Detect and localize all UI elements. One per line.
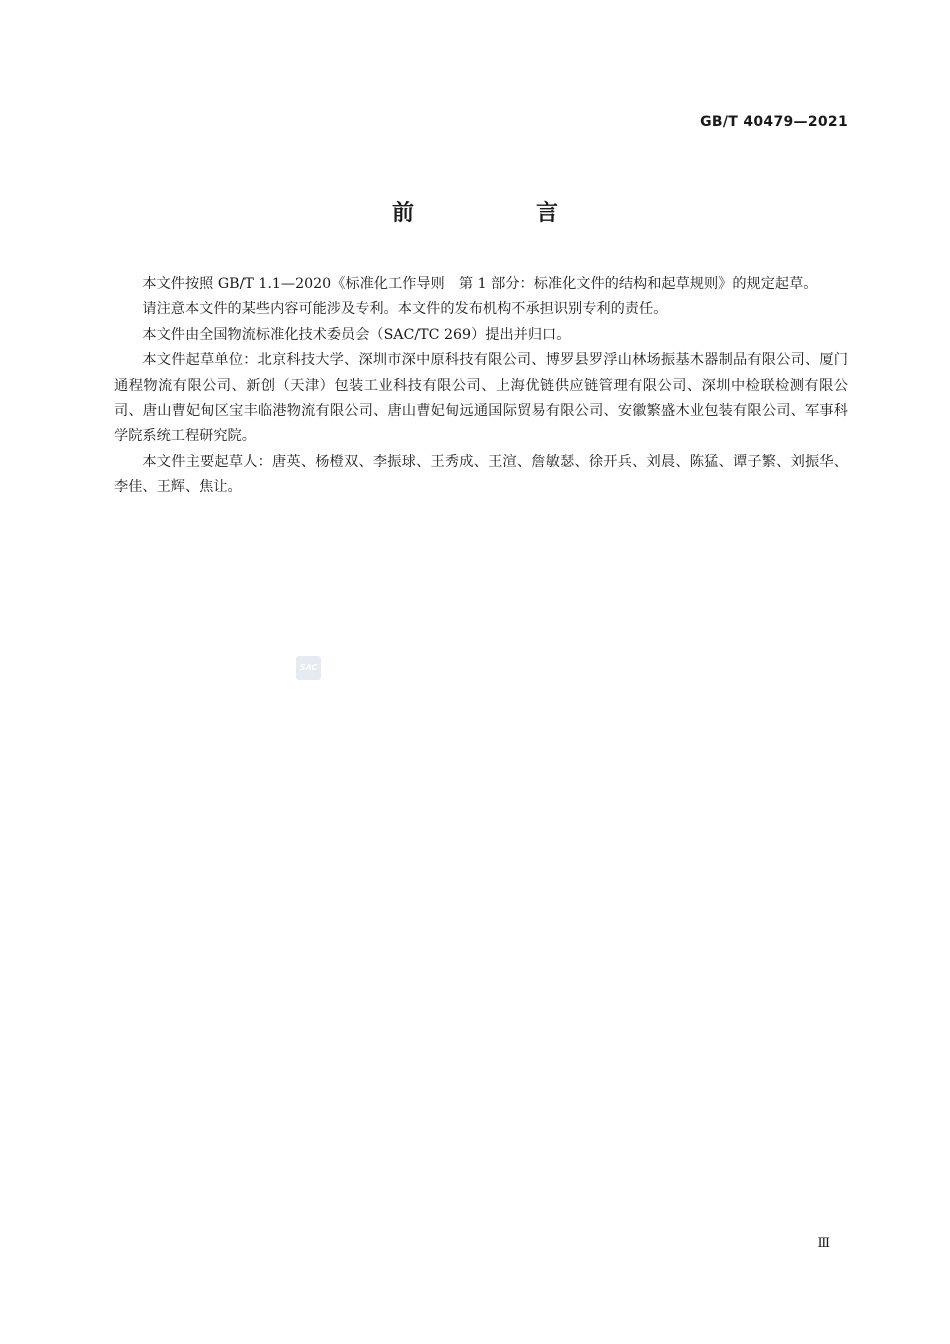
- document-code: GB/T 40479—2021: [700, 114, 848, 130]
- watermark-text: SAC: [299, 663, 318, 672]
- paragraph-patent-notice: 请注意本文件的某些内容可能涉及专利。本文件的发布机构不承担识别专利的责任。: [142, 301, 668, 318]
- paragraph-drafters: 本文件主要起草人：唐英、杨橙双、李振球、王秀成、王渲、詹敏瑟、徐开兵、刘晨、陈猛、谭子繁、刘振华、李佳、王辉、焦让。: [114, 453, 848, 496]
- paragraph-proposer: 本文件由全国物流标准化技术委员会（SAC/TC 269）提出并归口。: [142, 326, 571, 343]
- page-title: 前 言: [391, 201, 608, 226]
- page-number: Ⅲ: [817, 1236, 830, 1251]
- paragraph-drafting-rules: 本文件按照 GB/T 1.1—2020《标准化工作导则 第 1 部分：标准化文件的结构和起草规则》的规定起草。: [142, 276, 818, 292]
- paragraph-drafting-units: 本文件起草单位：北京科技大学、深圳市深中原科技有限公司、博罗县罗浮山林场振基木器制品有限公司、厦门通程物流有限公司、新创（天津）包装工业科技有限公司、上海优链供应链管理有限公司、深圳中检联检测有限公司、唐山曹妃甸区宝丰临港物流有限公司、唐山曹妃甸远通国际贸易有限公司、安徽繁盛木业包装有限公司、军事科学院系统工程研究院。: [114, 352, 848, 445]
- sac-watermark-logo: [296, 656, 321, 680]
- foreword-body: [114, 272, 848, 501]
